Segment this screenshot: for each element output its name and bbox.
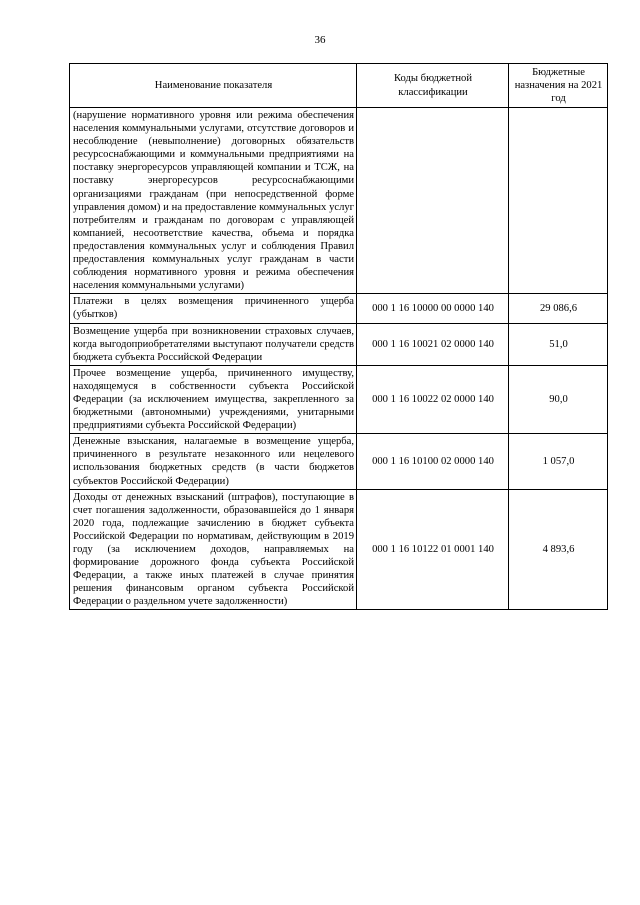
row-amount: 1 057,0 xyxy=(509,434,608,489)
row-amount: 90,0 xyxy=(509,365,608,433)
row-name: Доходы от денежных взысканий (штрафов), поступающие в счет погашения задолженности, образовавшейся до 1 января 2020 года, подлежащие зачислению в бюджет субъекта Российской Федерации по нормативам, действующим в 2019 году (за исключением доходов, направляемых на формирование дорожного фонда субъекта Российской Федерации, а также иных платежей в случае принятия решения финансовым органом субъекта Российской Федерации о раздельном учете задолженности) xyxy=(70,489,357,610)
table-row xyxy=(70,434,608,489)
row-amount xyxy=(509,108,608,294)
table-row xyxy=(70,365,608,433)
table-row xyxy=(70,489,608,610)
row-code xyxy=(357,108,509,294)
table-body xyxy=(70,108,608,610)
row-name: Прочее возмещение ущерба, причиненного имуществу, находящемуся в собственности субъекта Российской Федерации (за исключением имущества, закрепленного за бюджетными (автономными) учреждениями, унитарными предприятиями субъекта Российской Федерации) xyxy=(70,365,357,433)
row-code: 000 1 16 10122 01 0001 140 xyxy=(357,489,509,610)
header-code: Коды бюджетной классификации xyxy=(357,64,509,108)
table-row xyxy=(70,323,608,365)
row-name: (нарушение нормативного уровня или режима обеспечения населения коммунальными услугами, отсутствие договоров и несоблюдение (невыполнение) договорных обязательств ресурсоснабжающими и коммунальными предприятиями на поставку энергоресурсов управляющей компании и ТСЖ, на поставку энергоресурсов ресурсоснабжающими организациями гражданам (при непосредственной форме управления домом) и на предоставление коммунальных услуг потребителям и гражданам по договорам с управляющей компанией, несоответствие качества, объема и порядка предоставления коммунальных услуг и соблюдения Правил предоставления коммунальных услуг гражданам в части соблюдения нормативного уровня и режима обеспечения населения коммунальными услугами) xyxy=(70,108,357,294)
table-row xyxy=(70,108,608,294)
row-amount: 29 086,6 xyxy=(509,294,608,323)
page-number: 36 xyxy=(314,34,326,46)
budget-table xyxy=(69,63,608,610)
row-code: 000 1 16 10022 02 0000 140 xyxy=(357,365,509,433)
row-amount: 51,0 xyxy=(509,323,608,365)
header-row xyxy=(70,64,608,108)
table-row xyxy=(70,294,608,323)
header-name: Наименование показателя xyxy=(70,64,357,108)
row-name: Платежи в целях возмещения причиненного ущерба (убытков) xyxy=(70,294,357,323)
row-code: 000 1 16 10021 02 0000 140 xyxy=(357,323,509,365)
header-amount: Бюджетные назначения на 2021 год xyxy=(509,64,608,108)
row-code: 000 1 16 10100 02 0000 140 xyxy=(357,434,509,489)
row-name: Возмещение ущерба при возникновении страховых случаев, когда выгодоприобретателями выступают получатели средств бюджета субъекта Российской Федерации xyxy=(70,323,357,365)
table-header xyxy=(70,64,608,108)
row-amount: 4 893,6 xyxy=(509,489,608,610)
row-name: Денежные взыскания, налагаемые в возмещение ущерба, причиненного в результате незаконного или нецелевого использования бюджетных средств (в части бюджетов субъектов Российской Федерации) xyxy=(70,434,357,489)
row-code: 000 1 16 10000 00 0000 140 xyxy=(357,294,509,323)
